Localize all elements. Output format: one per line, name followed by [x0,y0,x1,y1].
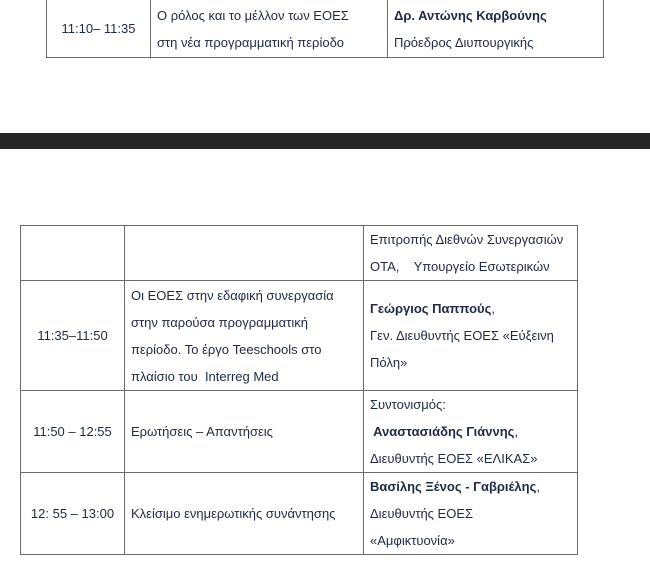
topic-line: Ερωτήσεις – Απαντήσεις [131,424,273,439]
topic-line: πλαίσιο του Interreg Med [131,368,279,384]
speaker-role-line: «Αμφικτυονία» [370,533,455,548]
table-row [21,473,578,555]
time-text: 11:50 – 12:55 [33,424,112,439]
topic-cell [125,226,364,281]
speaker-line: Επιτροπής Διεθνών Συνεργασιών [370,232,564,247]
time-cell [21,391,125,473]
speaker-role-line: Γεν. Διευθυντής ΕΟΕΣ «Εύξεινη [370,328,554,343]
speaker-cell [364,473,578,555]
speaker-cell [364,391,578,473]
table-row [21,391,578,473]
topic-cell [125,473,364,555]
speaker-cell [388,0,604,58]
time-text: 11:10– 11:35 [61,21,136,36]
topic-cell [125,391,364,473]
time-cell [21,473,125,555]
time-cell [47,0,151,58]
time-cell [21,281,125,391]
speaker-prefix: Συντονισμός: [370,397,446,412]
speaker-name: Βασίλης Ξένος - Γαβριέλης [370,479,537,494]
topic-cell [125,281,364,391]
speaker-line: ΟΤΑ, Υπουργείο Εσωτερικών [370,259,550,274]
speaker-name: Αναστασιάδης Γιάννης [370,424,515,439]
table-row [21,281,578,391]
table-row [47,0,604,58]
speaker-cell [364,281,578,391]
speaker-cell [364,226,578,281]
time-text: 12: 55 – 13:00 [30,506,115,521]
topic-line: Κλείσιμο ενημερωτικής συνάντησης [131,506,336,521]
speaker-name: Δρ. Αντώνης Καρβούνης [394,7,547,23]
agenda-table-top [46,0,604,58]
topic-line: στην παρούσα προγραμματική [131,314,308,330]
speaker-name-suffix: , [491,301,495,316]
table-row [21,226,578,281]
speaker-name-suffix: , [514,424,519,439]
agenda-table-bottom [20,225,578,555]
speaker-name: Γεώργιος Παππούς [370,301,492,316]
page-separator [0,133,650,149]
speaker-role-line: Διευθυντής ΕΟΕΣ «ΕΛΙΚΑΣ» [370,451,538,466]
time-cell [21,226,125,281]
topic-line: Οι ΕΟΕΣ στην εδαφική συνεργασία [131,287,334,303]
speaker-role-line: Διευθυντής ΕΟΕΣ [370,506,474,521]
speaker-name-suffix: , [536,479,540,494]
topic-cell [151,0,388,58]
speaker-role-line: Πρόεδρος Διυπουργικής [394,34,534,50]
time-text: 11:35–11:50 [37,328,108,343]
topic-line: στη νέα προγραμματική περίοδο [157,34,345,50]
speaker-role-line: Πόλη» [370,355,408,370]
topic-line: περίοδο. Το έργο Teeschools στο [131,341,322,357]
topic-line: Ο ρόλος και το μέλλον των ΕΟΕΣ [157,7,349,23]
